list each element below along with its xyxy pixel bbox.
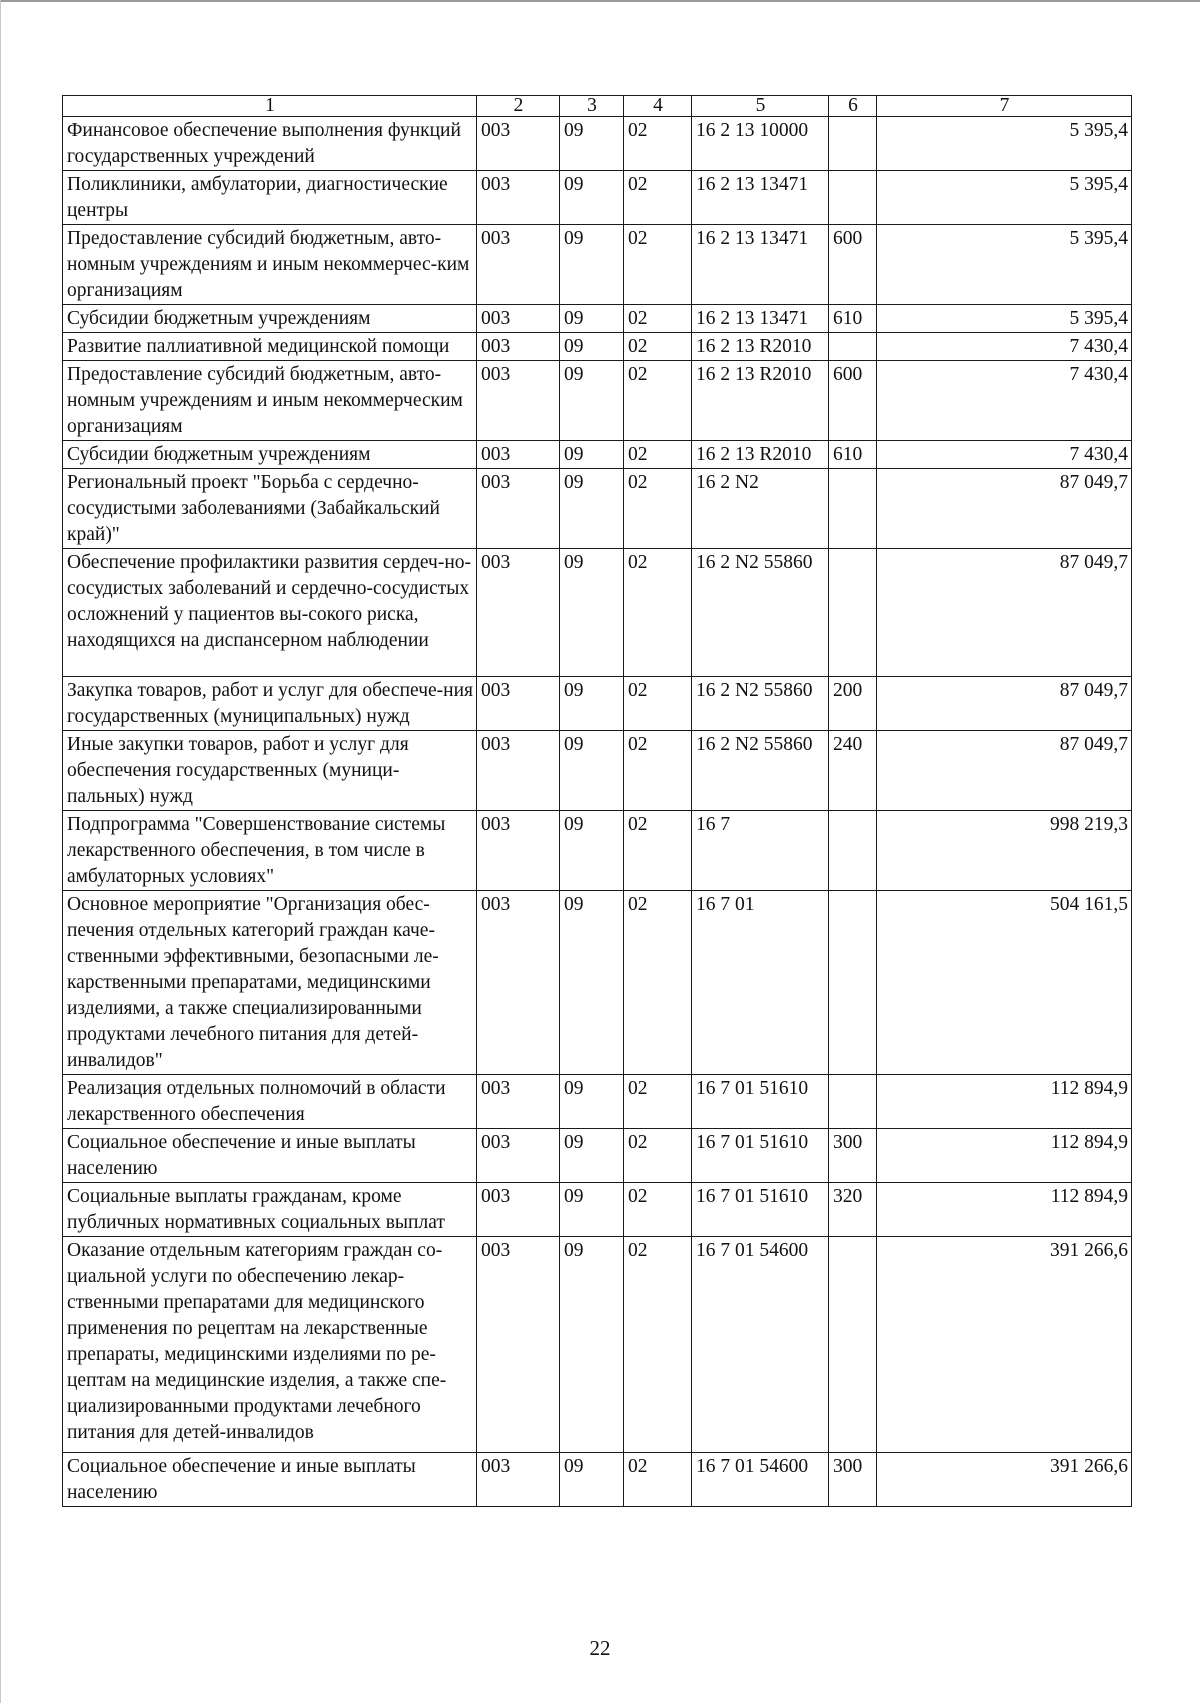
row-section-cell: 09 <box>560 171 624 225</box>
row-admin-code-cell: 003 <box>477 171 560 225</box>
row-target-article-cell: 16 7 01 51610 <box>692 1075 829 1129</box>
row-target-article-cell: 16 2 N2 55860 <box>692 731 829 811</box>
page-number: 22 <box>589 1636 611 1660</box>
row-section-cell: 09 <box>560 677 624 731</box>
row-admin-code-cell: 003 <box>477 361 560 441</box>
row-subsection-cell: 02 <box>624 469 692 549</box>
row-subsection-cell: 02 <box>624 811 692 891</box>
row-expense-type-cell <box>829 891 877 1075</box>
row-subsection-cell: 02 <box>624 1075 692 1129</box>
row-amount-cell: 5 395,4 <box>877 117 1132 171</box>
row-amount-cell: 7 430,4 <box>877 441 1132 469</box>
row-name-cell: Региональный проект "Борьба с сердечно-сосудистыми заболеваниями (Забайкальский край)" <box>63 469 477 549</box>
row-amount-cell: 7 430,4 <box>877 333 1132 361</box>
row-name-cell: Иные закупки товаров, работ и услуг для обеспечения государственных (муници-пальных) нужд <box>63 731 477 811</box>
row-target-article-cell: 16 7 01 54600 <box>692 1453 829 1507</box>
row-expense-type-cell <box>829 811 877 891</box>
row-name-cell: Подпрограмма "Совершенствование системы лекарственного обеспечения, в том числе в амбулаторных условиях" <box>63 811 477 891</box>
row-name-cell: Поликлиники, амбулатории, диагностические центры <box>63 171 477 225</box>
row-subsection-cell: 02 <box>624 1237 692 1453</box>
row-section-cell: 09 <box>560 1237 624 1453</box>
row-target-article-cell: 16 7 01 54600 <box>692 1237 829 1453</box>
row-admin-code-cell: 003 <box>477 305 560 333</box>
row-subsection-cell: 02 <box>624 225 692 305</box>
row-name-cell: Обеспечение профилактики развития сердеч-но-сосудистых заболеваний и сердечно-сосудистых осложнений у пациентов вы-сокого риска, находящихся на диспансерном наблюдении <box>63 549 477 677</box>
row-target-article-cell: 16 7 01 51610 <box>692 1183 829 1237</box>
table-row <box>63 731 1132 811</box>
table-row <box>63 1075 1132 1129</box>
row-expense-type-cell: 300 <box>829 1129 877 1183</box>
row-expense-type-cell <box>829 549 877 677</box>
row-section-cell: 09 <box>560 1183 624 1237</box>
row-admin-code-cell: 003 <box>477 677 560 731</box>
row-subsection-cell: 02 <box>624 1453 692 1507</box>
table-row <box>63 811 1132 891</box>
table-row <box>63 549 1132 677</box>
row-admin-code-cell: 003 <box>477 1075 560 1129</box>
header-col-2: 2 <box>477 96 560 117</box>
table-row <box>63 361 1132 441</box>
row-target-article-cell: 16 2 13 10000 <box>692 117 829 171</box>
header-col-3: 3 <box>560 96 624 117</box>
row-target-article-cell: 16 2 13 13471 <box>692 305 829 333</box>
row-admin-code-cell: 003 <box>477 1237 560 1453</box>
table-row <box>63 469 1132 549</box>
row-subsection-cell: 02 <box>624 731 692 811</box>
row-amount-cell: 87 049,7 <box>877 469 1132 549</box>
row-admin-code-cell: 003 <box>477 811 560 891</box>
row-expense-type-cell: 320 <box>829 1183 877 1237</box>
row-expense-type-cell: 600 <box>829 361 877 441</box>
row-target-article-cell: 16 2 N2 55860 <box>692 549 829 677</box>
row-amount-cell: 5 395,4 <box>877 171 1132 225</box>
row-section-cell: 09 <box>560 891 624 1075</box>
row-target-article-cell: 16 7 01 51610 <box>692 1129 829 1183</box>
row-expense-type-cell <box>829 333 877 361</box>
row-subsection-cell: 02 <box>624 117 692 171</box>
row-expense-type-cell: 300 <box>829 1453 877 1507</box>
row-subsection-cell: 02 <box>624 305 692 333</box>
row-amount-cell: 5 395,4 <box>877 225 1132 305</box>
table-row <box>63 677 1132 731</box>
row-amount-cell: 391 266,6 <box>877 1237 1132 1453</box>
table-row <box>63 891 1132 1075</box>
row-section-cell: 09 <box>560 1453 624 1507</box>
row-expense-type-cell <box>829 1075 877 1129</box>
row-amount-cell: 87 049,7 <box>877 731 1132 811</box>
row-name-cell: Финансовое обеспечение выполнения функций государственных учреждений <box>63 117 477 171</box>
row-admin-code-cell: 003 <box>477 731 560 811</box>
row-expense-type-cell: 610 <box>829 441 877 469</box>
row-admin-code-cell: 003 <box>477 225 560 305</box>
row-amount-cell: 998 219,3 <box>877 811 1132 891</box>
table-row <box>63 171 1132 225</box>
row-section-cell: 09 <box>560 811 624 891</box>
page-edge-left <box>0 0 1 1703</box>
row-target-article-cell: 16 2 N2 <box>692 469 829 549</box>
row-amount-cell: 87 049,7 <box>877 549 1132 677</box>
row-target-article-cell: 16 7 <box>692 811 829 891</box>
row-target-article-cell: 16 2 13 13471 <box>692 225 829 305</box>
row-section-cell: 09 <box>560 731 624 811</box>
row-target-article-cell: 16 7 01 <box>692 891 829 1075</box>
header-col-6: 6 <box>829 96 877 117</box>
row-expense-type-cell <box>829 1237 877 1453</box>
page-edge-top <box>0 0 1200 2</box>
row-section-cell: 09 <box>560 549 624 677</box>
row-expense-type-cell <box>829 117 877 171</box>
row-name-cell: Реализация отдельных полномочий в области лекарственного обеспечения <box>63 1075 477 1129</box>
row-amount-cell: 504 161,5 <box>877 891 1132 1075</box>
row-subsection-cell: 02 <box>624 171 692 225</box>
row-target-article-cell: 16 2 13 R2010 <box>692 333 829 361</box>
row-name-cell: Социальное обеспечение и иные выплаты населению <box>63 1129 477 1183</box>
row-subsection-cell: 02 <box>624 333 692 361</box>
row-name-cell: Социальные выплаты гражданам, кроме публичных нормативных социальных выплат <box>63 1183 477 1237</box>
row-name-cell: Оказание отдельным категориям граждан со-циальной услуги по обеспечению лекар-ственными препаратами для медицинского применения по рецептам на лекарственные препараты, медицинскими изделиями по ре-цептам на медицинские изделия, а также спе-циализированными продуктами лечебного питания для детей-инвалидов <box>63 1237 477 1453</box>
row-admin-code-cell: 003 <box>477 1183 560 1237</box>
row-admin-code-cell: 003 <box>477 469 560 549</box>
row-amount-cell: 391 266,6 <box>877 1453 1132 1507</box>
header-col-7: 7 <box>877 96 1132 117</box>
budget-table <box>62 95 1132 1507</box>
table-row <box>63 1237 1132 1453</box>
row-subsection-cell: 02 <box>624 1183 692 1237</box>
row-section-cell: 09 <box>560 1075 624 1129</box>
row-admin-code-cell: 003 <box>477 549 560 677</box>
row-expense-type-cell: 610 <box>829 305 877 333</box>
row-amount-cell: 112 894,9 <box>877 1129 1132 1183</box>
row-admin-code-cell: 003 <box>477 891 560 1075</box>
row-target-article-cell: 16 2 13 R2010 <box>692 361 829 441</box>
row-section-cell: 09 <box>560 117 624 171</box>
row-subsection-cell: 02 <box>624 361 692 441</box>
row-subsection-cell: 02 <box>624 441 692 469</box>
row-amount-cell: 112 894,9 <box>877 1183 1132 1237</box>
row-admin-code-cell: 003 <box>477 333 560 361</box>
row-amount-cell: 5 395,4 <box>877 305 1132 333</box>
table-row <box>63 441 1132 469</box>
table-row <box>63 305 1132 333</box>
row-name-cell: Основное мероприятие "Организация обес-печения отдельных категорий граждан каче-ственными эффективными, безопасными ле-карственными препаратами, медицинскими изделиями, а также специализированными продуктами лечебного питания для детей-инвалидов" <box>63 891 477 1075</box>
header-col-5: 5 <box>692 96 829 117</box>
row-section-cell: 09 <box>560 441 624 469</box>
row-name-cell: Развитие паллиативной медицинской помощи <box>63 333 477 361</box>
row-amount-cell: 7 430,4 <box>877 361 1132 441</box>
row-subsection-cell: 02 <box>624 677 692 731</box>
row-name-cell: Предоставление субсидий бюджетным, авто-номным учреждениям и иным некоммерчес-ким организациям <box>63 225 477 305</box>
row-target-article-cell: 16 2 N2 55860 <box>692 677 829 731</box>
row-section-cell: 09 <box>560 469 624 549</box>
row-section-cell: 09 <box>560 1129 624 1183</box>
row-expense-type-cell <box>829 171 877 225</box>
row-expense-type-cell: 600 <box>829 225 877 305</box>
row-expense-type-cell <box>829 469 877 549</box>
row-expense-type-cell: 200 <box>829 677 877 731</box>
row-section-cell: 09 <box>560 333 624 361</box>
table-row <box>63 333 1132 361</box>
table-body <box>63 117 1132 1507</box>
row-name-cell: Социальное обеспечение и иные выплаты населению <box>63 1453 477 1507</box>
table-row <box>63 1453 1132 1507</box>
row-expense-type-cell: 240 <box>829 731 877 811</box>
row-section-cell: 09 <box>560 305 624 333</box>
row-subsection-cell: 02 <box>624 549 692 677</box>
table-row <box>63 225 1132 305</box>
row-name-cell: Закупка товаров, работ и услуг для обеспече-ния государственных (муниципальных) нужд <box>63 677 477 731</box>
row-name-cell: Субсидии бюджетным учреждениям <box>63 305 477 333</box>
table-row <box>63 1129 1132 1183</box>
table-row <box>63 117 1132 171</box>
row-amount-cell: 87 049,7 <box>877 677 1132 731</box>
row-admin-code-cell: 003 <box>477 1129 560 1183</box>
header-row <box>63 96 1132 117</box>
row-admin-code-cell: 003 <box>477 441 560 469</box>
header-col-1: 1 <box>63 96 477 117</box>
row-name-cell: Субсидии бюджетным учреждениям <box>63 441 477 469</box>
row-admin-code-cell: 003 <box>477 1453 560 1507</box>
row-target-article-cell: 16 2 13 13471 <box>692 171 829 225</box>
row-amount-cell: 112 894,9 <box>877 1075 1132 1129</box>
row-admin-code-cell: 003 <box>477 117 560 171</box>
table-row <box>63 1183 1132 1237</box>
row-subsection-cell: 02 <box>624 1129 692 1183</box>
row-subsection-cell: 02 <box>624 891 692 1075</box>
header-col-4: 4 <box>624 96 692 117</box>
row-section-cell: 09 <box>560 361 624 441</box>
row-target-article-cell: 16 2 13 R2010 <box>692 441 829 469</box>
row-name-cell: Предоставление субсидий бюджетным, авто-номным учреждениям и иным некоммерческим организациям <box>63 361 477 441</box>
row-section-cell: 09 <box>560 225 624 305</box>
